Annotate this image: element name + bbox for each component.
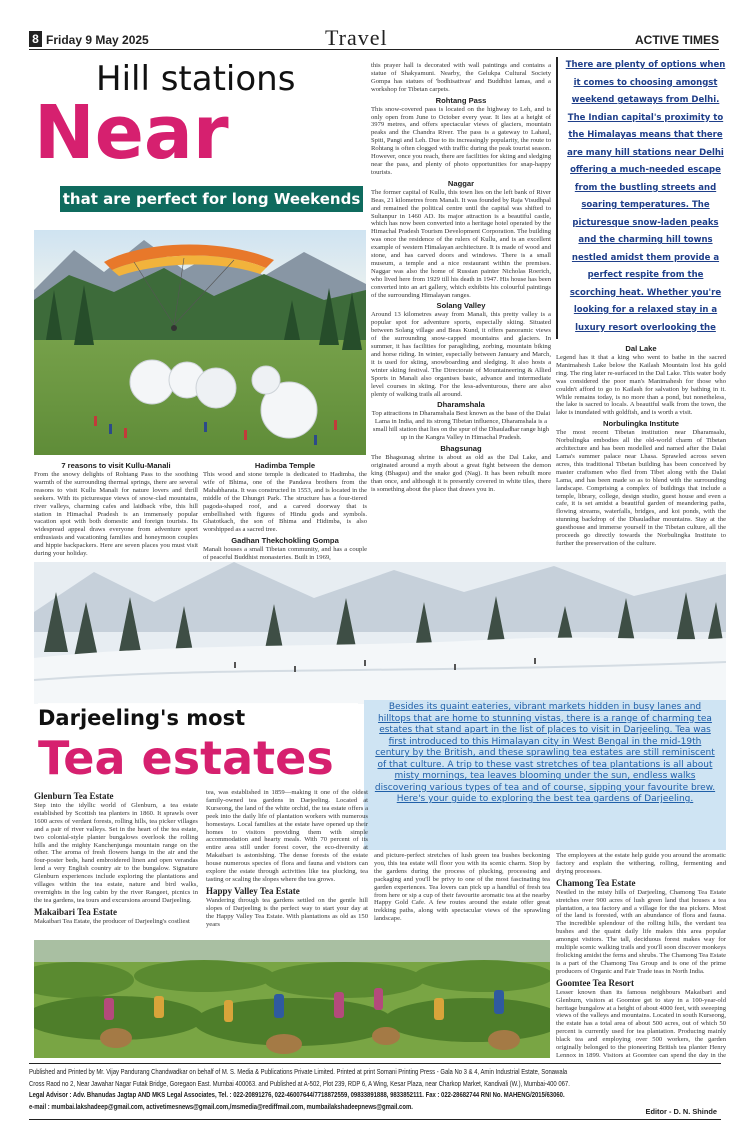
snowy-hills-photo <box>34 562 726 704</box>
makaibari-heading: Makaibari Tea Estate <box>34 906 118 917</box>
happy-valley-text: Wandering through tea gardens settled on the gentle hill slopes of Darjeeling is the perfect way to start your day at the Happy Valley Tea Estate. With plantations as old as 150 years <box>206 896 368 928</box>
section-title: Travel <box>325 30 388 50</box>
brand-name: ACTIVE TIMES <box>634 33 719 47</box>
dal-lake-heading: Dal Lake <box>625 344 657 353</box>
page-number: 8 <box>29 31 42 47</box>
hill-strap: that are perfect for long Weekends <box>60 186 363 212</box>
norbulingka-text: The most recent Tibetan institution near Dharamsalu, Norbulingka embodies all the old-world charm of Tibetan architecture and has been modelled and named after the Dalai Lama's summer palace near Lhasa. Sprawled across seven acres, this traditional Tibetan building has been conceived by master craftsmen who fled from Tibet along with the Dalai Lama, and has been made so as to blend with the surrounding landscape. Comprising a complex of buildings that include a temple, library, college, design studio, guest house and even a cafe, it is set amidst a beautiful garden of meandering paths, flowing streams, waterfalls, bridges, and koi ponds, with the stunning backdrop of the Dhauladhar mountains. Stay at the guesthouse and immerse yourself in the Tibetan culture, all the proceeds go directly towards the Norbulingka Institute to further the preservation of the culture. <box>556 429 726 547</box>
tea-col1 <box>34 789 198 949</box>
dharamshala-heading: Dharamshala <box>437 400 485 410</box>
imprint-line-2: Cross Raod no 2, Near Jawahar Nagar Futak Bridge, Goregaon East. Mumbai 400063. and Published at A-502, Plot 239, RDP 6, A Wing, Kesar Plaza, near Charkop Market, Kandivali (W.), Mumbai-400 067. <box>29 1078 570 1088</box>
tea-col3 <box>374 852 550 932</box>
issue-date: Friday 9 May 2025 <box>46 33 149 47</box>
glenburn-heading: Glenburn Tea Estate <box>34 791 114 801</box>
solang-text: Around 13 kilometres away from Manali, this pretty valley is a popular spot for adventure sports, especially skiing. Situated between Solang village and Beas Kund, it offers panoramic views of the surrounding snow-capped mountains and glaciers. In summer, it has facilities for paragliding, zorbing, mountain biking and horse riding. In winter, especially between January and March, it is used for skiing, snowboarding and sledging. It also hosts a winter skiing festival. The Directorate of Mountaineering & Allied Sports in Manali also organises basic, advance and intermediate level courses in skiing. For the less-adventurous, there are also plenty of walking trails all around. <box>371 311 551 398</box>
tea-col2 <box>206 789 368 949</box>
tea-col4 <box>556 852 726 1060</box>
hill-col1 <box>34 459 198 564</box>
hill-title: Near <box>34 90 229 176</box>
solang-heading: Solang Valley <box>436 301 486 311</box>
hill-intro-text: There are plenty of options when it comes to choosing amongst weekend getaways from Delhi. The Indian capital's proximity to the Himalayas means that there are many hill stations near Delhi offering a much-needed escape from the bustling streets and soaring temperatures. The picturesque snow-laden peaks and the charming hill towns nestled amidst them provide a perfect respite from the scorching heat. Whether you're looking for a relaxed stay in a luxury resort overlooking the <box>565 60 726 333</box>
kullu-manali-text: From the snowy delights of Rohtang Pass to the soothing warmth of the surrounding thermal springs, there are several reasons to visit Kullu Manali for nature lovers and thrill seekers. With its picturesque views of snow-clad mountains, river valleys, charming cafes and laidback vibe, this hill station in Himachal Pradesh is an immensely popular vacation spot with both domestic and foreign tourists. Its widespread appeal draws everyone from adventure sport enthusiasts and vacationing families and honeymoon couples and hippie backpackers. Here are seven places you must visit during your holiday. <box>34 471 198 558</box>
editor-credit: Editor - D. N. Shinde <box>645 1106 717 1116</box>
kullu-manali-heading: 7 reasons to visit Kullu-Manali <box>61 461 171 470</box>
dharamshala-text: Top attractions in Dharamshala Best known as the base of the Dalai Lama in India, and its strong Tibetan influence, Dharamshala is a small hill station that lies on the spur of the Dhauladhar range high up in the Kangra Valley in Himachal Pradesh. <box>371 410 551 442</box>
rohtang-text: This snow-covered pass is located on the highway to Leh, and is only open from June to October every year. It lies at a height of 3979 metres, and offers spectacular views of glaciers, mountain peaks and the Chandra River. The pass is a gateway to Lahaul, Spiti, Pangi and Leh. Due to its increasingly popularity, the route to Rohtang is often clogged with traffic during the peak tourist season. However, once you reach, there are facilities for skiing and sledging near the pass, and plenty of photo opportunities for snap-happy tourists. <box>371 105 551 176</box>
hill-col2 <box>203 459 367 564</box>
imprint-footer <box>29 1063 721 1120</box>
hadimba-text: This wood and stone temple is dedicated to Hadimba, the wife of Bhima, one of the Pandava brothers from the Mahabharata. It was constructed in 1553, and is located in the middle of the Dhungri Park. The structure has a four-tiered pagoda-shaped roof, and a carved doorway that is embellished with figures of Hindu gods and symbols. Ghatotkach, the son of Bhima and Hidimba, is also worshipped as a sacred tree. <box>203 471 367 534</box>
happy-valley-heading: Happy Valley Tea Estate <box>206 885 300 896</box>
manali-paragliding-photo <box>34 230 366 455</box>
norbulingka-heading: Norbulingka Institute <box>603 419 679 429</box>
page-header <box>29 30 719 50</box>
bhagsunag-heading: Bhagsunag <box>440 444 482 454</box>
goomtee-text: Lesser known than its famous neighbours Makaibari and Glenburn, visitors at Goomtee get to stay in a 100-year-old heritage bungalow at a height of about 4000 feet, with sweeping views of the valleys and mountains. Located in south Kurseong, the estate has a total area of about 500 acres, out of which 50 percent is currently used for tea plantation. Producing mainly black tea and employing over 500 workers, the garden originally belonged to the pioneering British tea planter Henry Lennox in 1899. Visitors at Goomtee can spend the day in the <box>556 988 726 1059</box>
gompa-heading: Gadhan Thekchokling Gompa <box>231 536 339 546</box>
tea-kicker: Darjeeling's most <box>38 703 358 733</box>
makaibari-text: Makaibari Tea Estate, the producer of Darjeeling's costliest <box>34 917 190 925</box>
gompa-text: Manali houses a small Tibetan community, and has a couple of peaceful Buddhist monasteries. Built in 1969, <box>203 546 367 562</box>
tea-intro-box <box>364 700 726 850</box>
bhagsunag-text: The Bhagsunag shrine is about as old as the Dal Lake, and originated around a myth about a great fight between the demon king (Bhagsu) and the snake god (Nag). It has been rebuilt more than once, and although it is presently covered in white tiles, there is something about the place that draws you in. <box>371 454 551 493</box>
hill-kicker: Hill stations <box>96 60 296 98</box>
happy-valley-text-end: The employees at the estate help guide you around the aromatic factory and explain the withering, rolling, fermenting and drying processes. <box>556 852 726 875</box>
imprint-line-4: e-mail : mumbai.lakshadeep@gmail.com, activetimesnews@gmail.com,/msmedia@rediffmail.com, mumbailakshadeepnews@gmail.com. <box>29 1101 413 1111</box>
chamong-text: Nestled in the misty hills of Darjeeling, Chamong Tea Estate stretches over 900 acres of lush green land that houses a tea plantation, a tea factory and a village for the tea pickers. Most of the land is forested, with an abundance of flora and fauna. The incredible splendour of the rolling hills, the verdant tea bushes and the quaint daily life makes this area popular amongst visitors. The tall, deciduous forest makes way for multiple scenic walking trails and you'll soon discover monkeys frolicking amidst the ferns and shrubs. The Chamong Tea Estate is a part of the Chamong Tea Group and is one of the prime producers of Organic and Fair Trade teas in North India. <box>556 888 726 975</box>
goomtee-heading: Goomtee Tea Resort <box>556 977 634 988</box>
makaibari-text-cont: tea, was established in 1859—making it one of the oldest family-owned tea gardens in Darjeeling. Located at Kurseong, the land of the white orchid, the tea estate offers a peek into the daily life of plantation workers with numerous homestays. Local families at the estate have opened up their homes to visitors providing them with simple accommodation and hearty meals. With 70 percent of its entire area still under forest cover, the eco-diversity at Makaibari is astonishing. The dense forests of the estate house numerous species of flora and fauna and visitors can explore the estate through activities like tea plucking, tea tasting or scaling the slopes where the tea grows. <box>206 789 368 883</box>
happy-valley-text-cont: and picture-perfect stretches of lush green tea bushes beckoning you, this tea estate will floor you with its scenic charm. Stop by the gardens during the process of plucking, processing and packaging and you'll be privy to one of the most fascinating tea garden experiences. Tea lovers can pick up a handful of fresh tea from here or sip a cup of their favourite aromatic tea at the nearby Happy Gold Cafe. A few routes around the estate offer great trekking paths, along with spectacular views of the sprawling landscape. <box>374 852 550 923</box>
imprint-line-3: Legal Advisor : Adv. Bhanudas Jagtap AND MKS Legal Associates, Tel. : 022-20891276, 022-46007644/7718872559, 09833891888, 9833852111. Fax : 022-28682744 RNI No. MAHENG/2015/63060. <box>29 1090 565 1099</box>
naggar-heading: Naggar <box>447 178 475 188</box>
tea-title: Tea estates <box>38 730 358 786</box>
gompa-text-cont: this prayer hall is decorated with wall paintings and contains a statue of Shakyamuni. Nearby, the Gelukpa Cultural Society Gompa has statues of 'bodhisattvas' and Buddhist lamas, and a workshop for Tibetan carpets. <box>371 62 551 93</box>
imprint-line-1: Published and Printed by Mr. Vijay Pandurang Chandwadkar on behalf of M. S. Media & Publications Private Limited. Printed at print Somani Printing Press - Gala No 3 & 4, Amin Industrial Estate, Sonawala <box>29 1067 568 1076</box>
glenburn-text: Step into the idyllic world of Glenburn, a tea estate established by Scottish tea planters in 1860. It sprawls over 1600 acres of verdant forests, rolling hills, tea picker villages and a pair of river valleys. Set in the heart of the tea estate, two colonial-style planter bungalows overlook the rolling hills and the mighty Kanchenjunga mountain range on the other. The aroma of fresh flowers hangs in the air and the four-poster beds, hand embroidered linen and open verandas lend a very English country air to the bungalow. Signature Glenburn experiences include exploring the plantations and villages within the tea estate, nature and bird walks, overnights in the log cabin by the river Rangeet, picnics in the tea gardens, tea tours and excursions around Darjeeling. <box>34 802 198 904</box>
hill-col4 <box>556 342 726 580</box>
tea-intro-text: Besides its quaint eateries, vibrant markets hidden in busy lanes and hilltops that are home to stunning vistas, there is a range of charming tea estates that stand apart in the list of places to visit in Darjeeling. Tea was first introduced to this Himalayan city in West Bengal in the mid-19th century by the British, and these sprawling tea estates are still reminiscent of that culture. A trip to these vast stretches of tea plantations is all about misty mornings, tea leaves blooming under the sun, endless walks discovering various types of tea and of course, sipping your favourite brew. Here's your guide to exploring the best tea gardens of Darjeeling. <box>374 702 716 804</box>
chamong-heading: Chamong Tea Estate <box>556 877 636 888</box>
hill-col3 <box>371 62 551 570</box>
rohtang-heading: Rohtang Pass <box>435 95 487 105</box>
naggar-text: The former capital of Kullu, this town lies on the left bank of River Beas, 21 kilometres from Manali. It was founded by Raja Visudhpal and remained the political centre until the capital was shifted to Sultanpur in 1460 AD. Its major attraction is a beautiful castle, which has now been converted into a heritage hotel operated by the Himachal Pradesh Tourism Development Corporation. The building was once the residence of the rulers of Kullu, and is an excellent example of western Himalayan architecture. It is made of wood and stone, and has carved doors and windows. There is a small museum, a temple and a nice restaurant within the premises. Naggar was also the home of Russian painter Nicholas Roerich, who lived here from 1929 till his death in 1947. His house has been converted into an art gallery, which exhibits his colourful paintings of the surrounding Himalayan ranges. <box>371 188 551 299</box>
tea-pickers-photo <box>34 940 550 1058</box>
hill-intro-box <box>556 57 726 339</box>
hadimba-heading: Hadimba Temple <box>254 461 316 470</box>
dal-lake-text: Legend has it that a king who went to bathe in the sacred Manimahesh Lake below the Kailash Mountain lost his gold ring. The ring later re-surfaced in the Dal Lake. This water body was considered the poor man's Manimahesh for those who couldn't afford to go to Kailash for salvation by bathing in it. While remains today, is no more than a pond, but nonetheless, the lake is sacred to locals. A beautiful walk from the town, the lake is inundated with goldfish, and is worth a visit. <box>556 354 726 417</box>
